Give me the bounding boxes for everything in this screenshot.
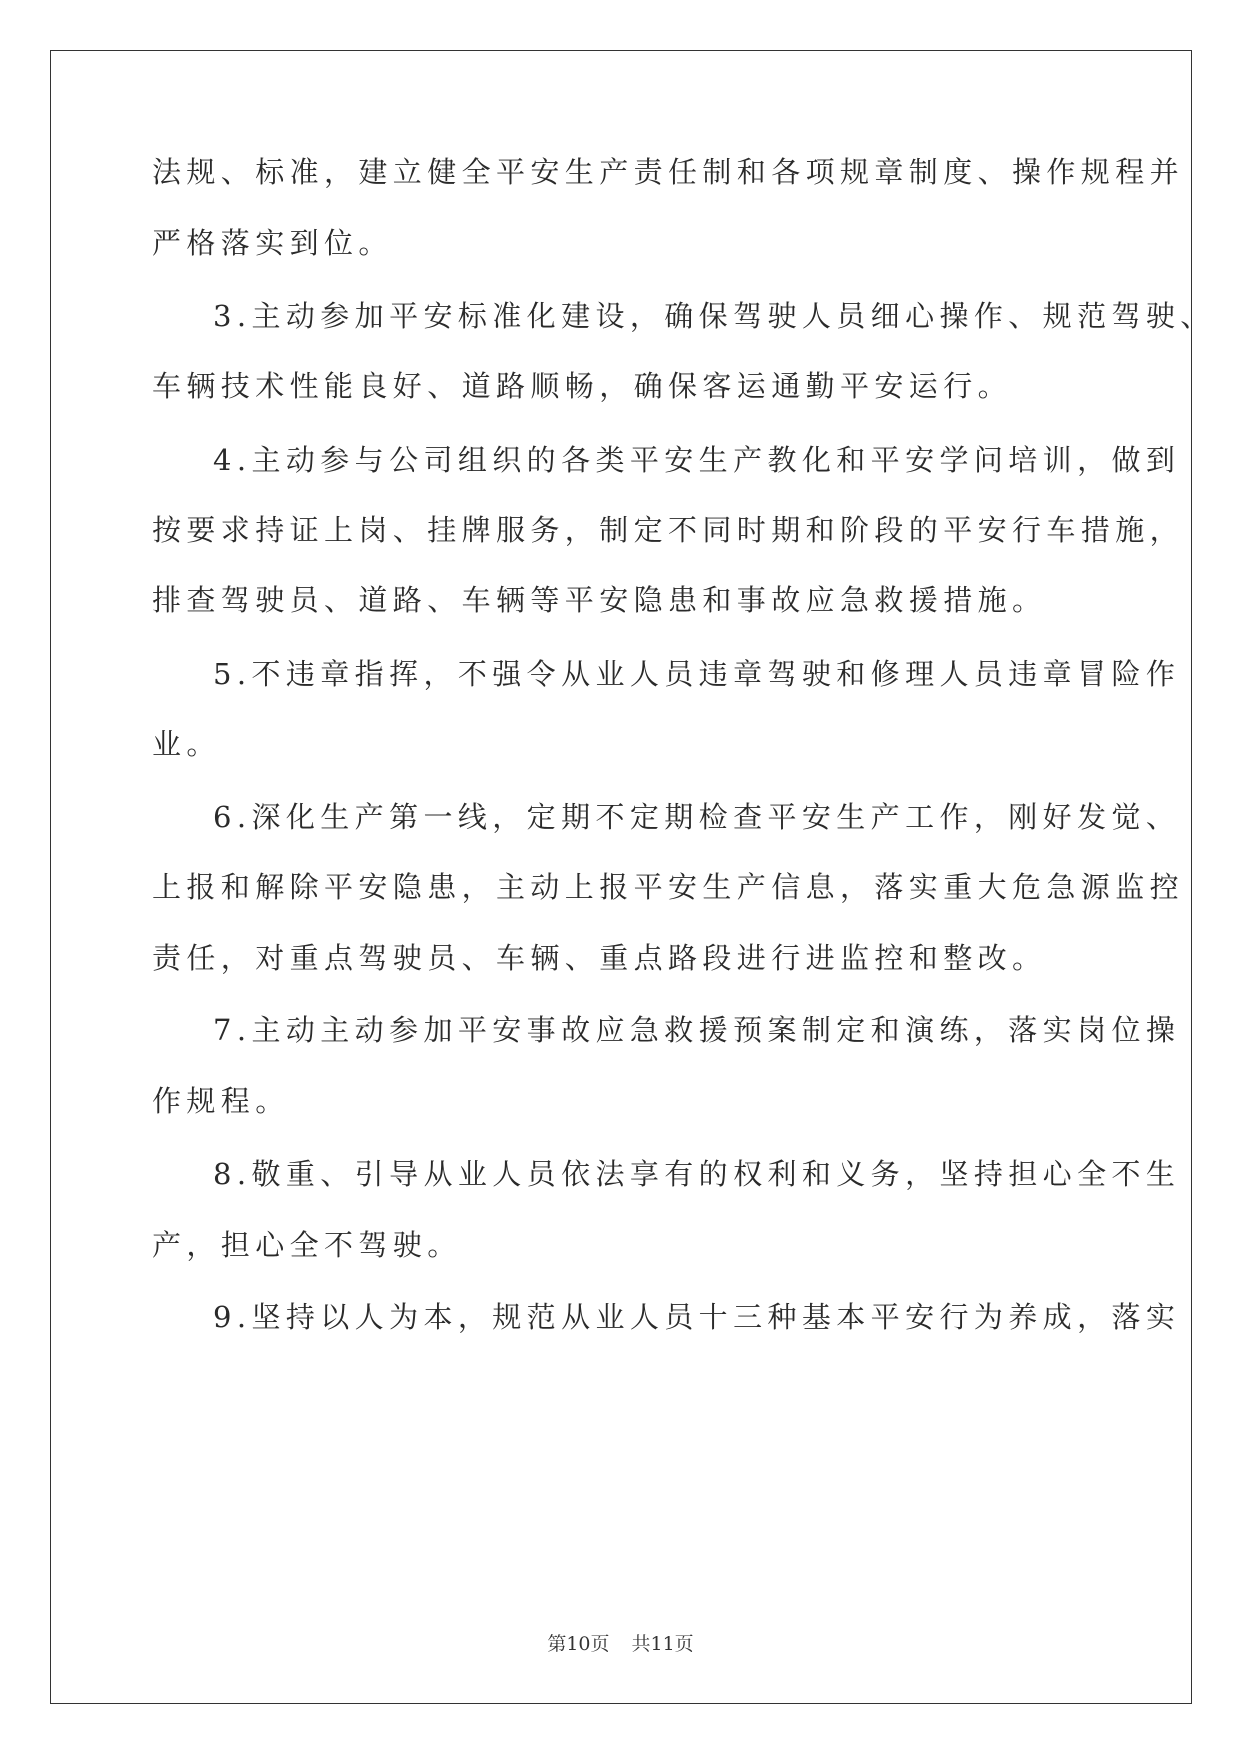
- text-line: 7.主动主动参加平安事故应急救援预案制定和演练，落实岗位操: [213, 1013, 1181, 1047]
- text-line: 5.不违章指挥，不强令从业人员违章驾驶和修理人员违章冒险作: [213, 657, 1181, 691]
- text-line: 车辆技术性能良好、道路顺畅，确保客运通勤平安运行。: [152, 369, 1013, 403]
- text-line: 4.主动参与公司组织的各类平安生产教化和平安学问培训，做到: [213, 443, 1181, 477]
- text-line: 责任，对重点驾驶员、车辆、重点路段进行进监控和整改。: [152, 941, 1047, 975]
- text-line: 严格落实到位。: [152, 226, 393, 260]
- text-line: 产，担心全不驾驶。: [152, 1228, 462, 1262]
- page-footer: [0, 1635, 1241, 1654]
- text-line: 3.主动参加平安标准化建设，确保驾驶人员细心操作、规范驾驶、: [213, 299, 1215, 333]
- text-line: 排查驾驶员、道路、车辆等平安隐患和事故应急救援措施。: [152, 583, 1047, 617]
- text-line: 6.深化生产第一线，定期不定期检查平安生产工作，刚好发觉、: [213, 800, 1181, 834]
- text-line: 按要求持证上岗、挂牌服务，制定不同时期和阶段的平安行车措施，: [152, 513, 1185, 547]
- text-line: 8.敬重、引导从业人员依法享有的权利和义务，坚持担心全不生: [213, 1157, 1181, 1191]
- text-line: 9.坚持以人为本，规范从业人员十三种基本平安行为养成，落实: [213, 1300, 1181, 1334]
- text-line: 作规程。: [152, 1084, 290, 1118]
- text-line: 法规、标准，建立健全平安生产责任制和各项规章制度、操作规程并: [152, 155, 1185, 189]
- page-number: 第10页: [547, 1633, 610, 1655]
- page-total: 共11页: [631, 1633, 694, 1655]
- text-line: 上报和解除平安隐患，主动上报平安生产信息，落实重大危急源监控: [152, 870, 1185, 904]
- text-line: 业。: [152, 727, 221, 761]
